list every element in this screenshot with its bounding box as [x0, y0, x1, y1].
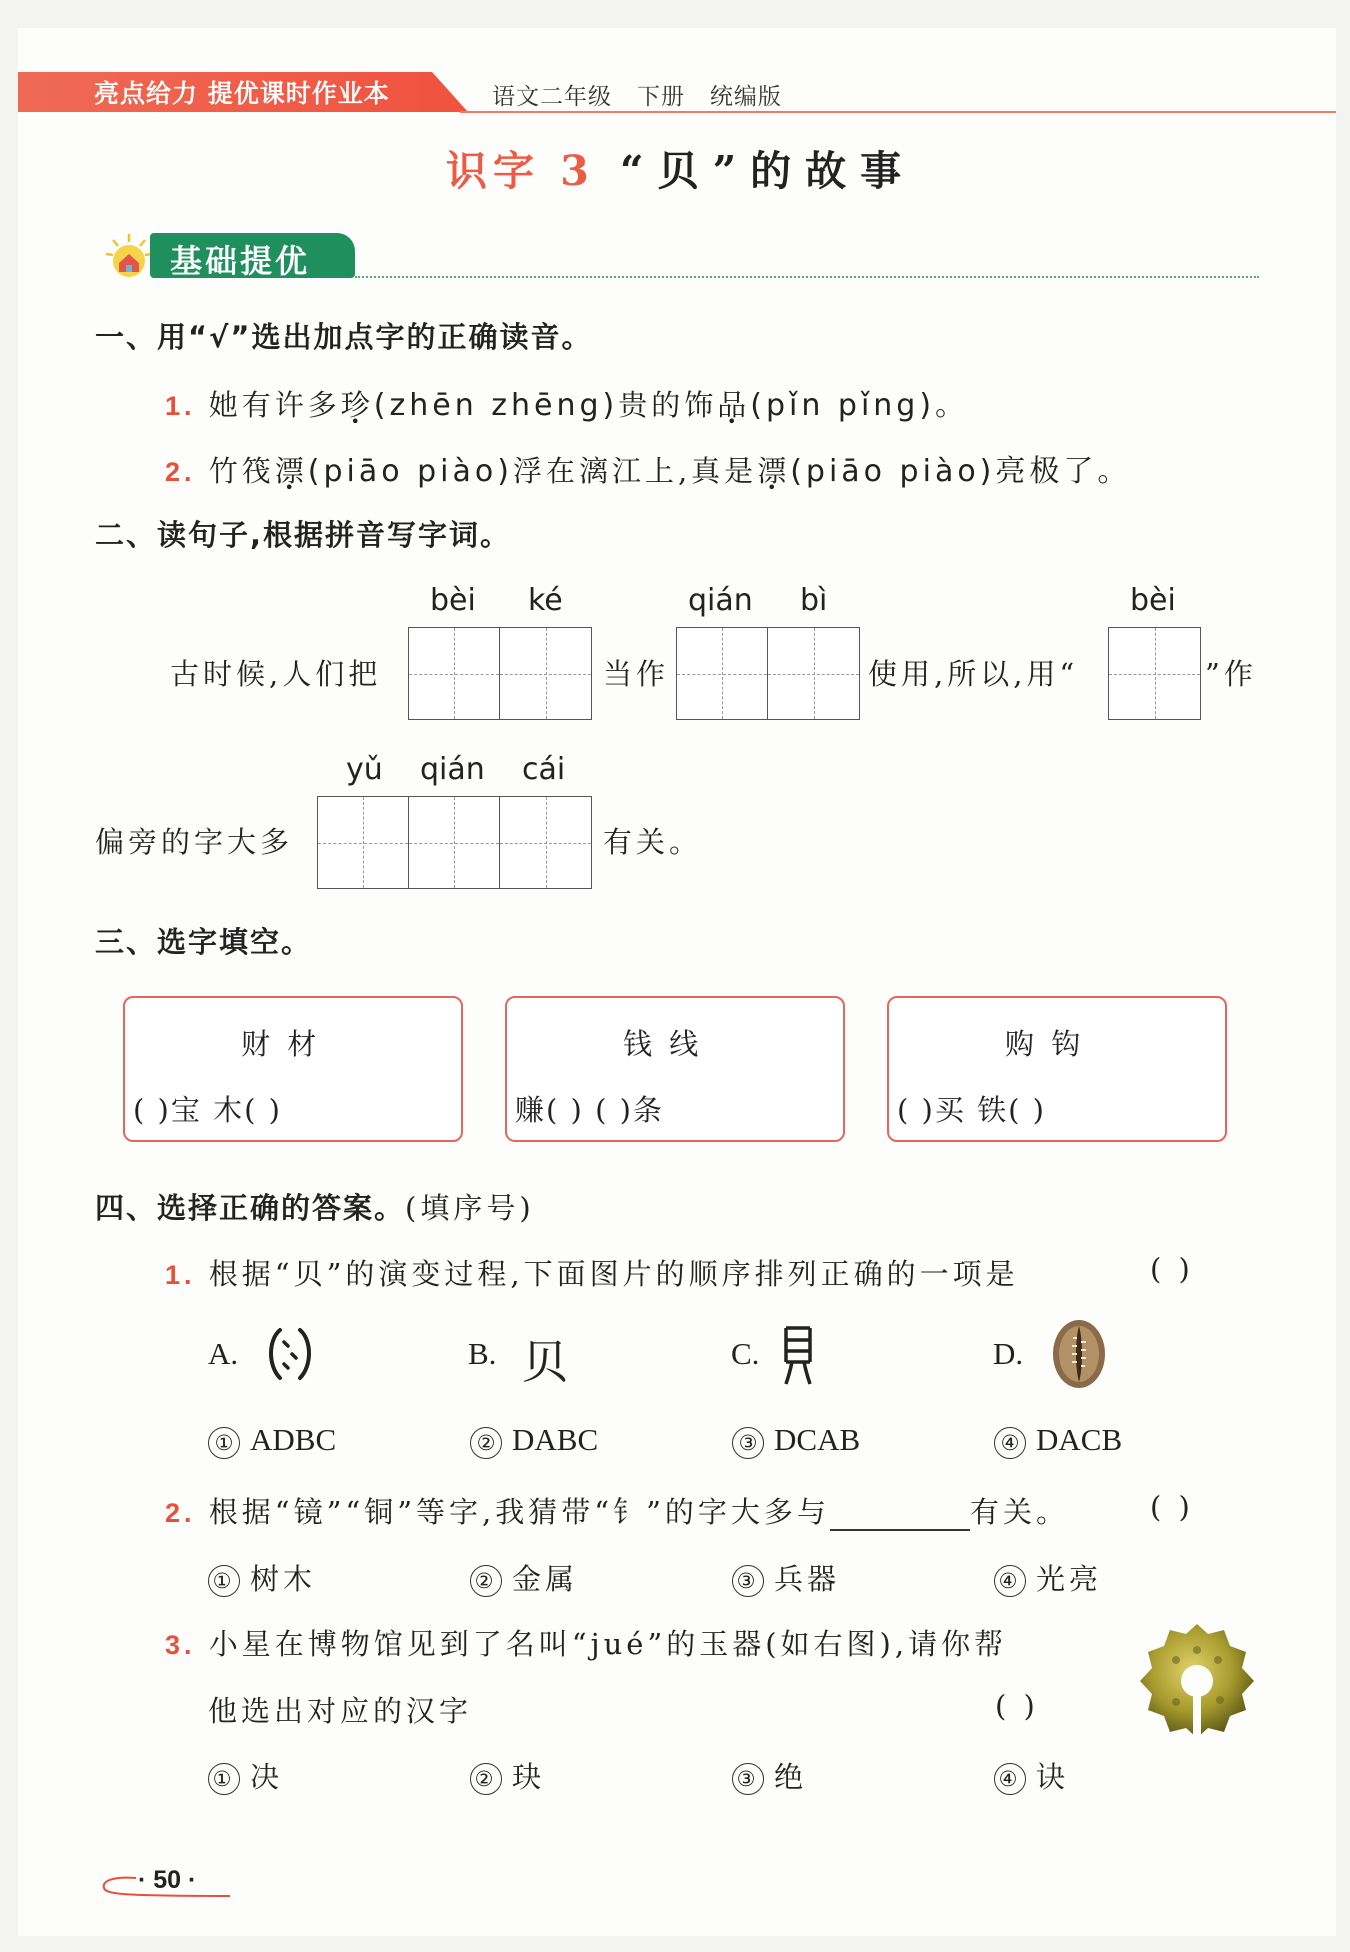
cowrie-shell-icon: [1048, 1316, 1110, 1392]
answer-paren[interactable]: ( ): [995, 1689, 1039, 1723]
q4-1-option-4[interactable]: [994, 1422, 1122, 1459]
lesson-number: 识字 3: [446, 147, 595, 195]
q4-heading: 四、选择正确的答案。: [95, 1191, 406, 1225]
option-text: 金属: [512, 1562, 579, 1596]
q1-heading: 一、用“√”选出加点字的正确读音。: [95, 320, 593, 354]
grid-yuqiancai[interactable]: [317, 796, 592, 889]
q4-heading-note: (填序号): [405, 1191, 535, 1225]
q1-item-2-pre: 竹筏: [208, 454, 275, 488]
option-number: ③: [732, 1763, 764, 1795]
q1-item-1-number: 1.: [165, 391, 196, 421]
option-text: DABC: [512, 1422, 599, 1457]
header-rule: [460, 111, 1336, 113]
q4-2-option-4[interactable]: [994, 1557, 1102, 1598]
q4-1-option-3[interactable]: [732, 1422, 860, 1459]
pinyin-choice[interactable]: (zhēn zhēng): [373, 388, 619, 423]
choice-box-2: [505, 996, 845, 1142]
pinyin-yu: yǔ: [346, 752, 383, 787]
q1-item-1-mid: 贵的饰: [618, 388, 718, 422]
pinyin-bei: bèi: [430, 583, 476, 618]
sun-house-icon: [102, 230, 156, 284]
q4-2-option-3[interactable]: [732, 1557, 840, 1598]
option-text: 决: [250, 1760, 284, 1794]
q4-1-option-2[interactable]: [470, 1422, 598, 1459]
choice-chars: 钱 线: [623, 1027, 703, 1061]
image-label-b: B.: [468, 1336, 497, 1371]
option-number: ①: [208, 1427, 240, 1459]
q4-2-text-b: 有关。: [969, 1495, 1069, 1529]
q4-1-number: 1.: [165, 1260, 196, 1290]
q2-line2-b: 有关。: [603, 825, 703, 859]
image-label-c: C.: [731, 1336, 760, 1371]
image-label-d: D.: [993, 1336, 1024, 1371]
q4-2-text-a: 根据“镜”“铜”等字,我猜带“钅”的字大多与: [208, 1495, 830, 1529]
q4-1-option-1[interactable]: [208, 1422, 336, 1459]
q1-item-2-mid: 浮在漓江上,真是: [512, 454, 758, 488]
choice-chars: 购 钩: [1005, 1027, 1085, 1061]
option-text: 树木: [250, 1562, 317, 1596]
section-divider: [355, 276, 1259, 278]
option-text: 光亮: [1036, 1562, 1103, 1596]
ancient-bei-glyph-icon: [262, 1322, 318, 1386]
q1-item-2-number: 2.: [165, 457, 196, 487]
q4-3-option-4[interactable]: [994, 1755, 1069, 1796]
image-label-a: A.: [208, 1336, 239, 1371]
dotted-char: 珍: [340, 388, 374, 422]
pinyin-bi: bì: [800, 583, 828, 618]
option-text: 诀: [1036, 1760, 1070, 1794]
q4-1-text: 根据“贝”的演变过程,下面图片的顺序排列正确的一项是: [208, 1257, 1019, 1291]
section-badge: 基础提优: [170, 242, 311, 280]
subject: 语文二年级: [492, 84, 612, 110]
q4-heading-row: [95, 1186, 535, 1227]
modern-bei-glyph: 贝: [522, 1335, 568, 1389]
seal-bei-glyph-icon: [778, 1322, 818, 1388]
option-number: ④: [994, 1763, 1026, 1795]
q4-1: [165, 1252, 1019, 1293]
option-text: 兵器: [774, 1562, 841, 1596]
choice-fill[interactable]: 赚( ) ( )条: [515, 1093, 664, 1127]
q2-line1-b: 当作: [603, 657, 670, 691]
choice-fill[interactable]: ( )买 铁( ): [897, 1093, 1046, 1127]
option-number: ①: [208, 1565, 240, 1597]
q4-3-text-b: 他选出对应的汉字: [208, 1694, 473, 1728]
option-text: ADBC: [250, 1422, 337, 1457]
pinyin-ke: ké: [528, 583, 563, 618]
option-number: ①: [208, 1763, 240, 1795]
pinyin-qian-2: qián: [420, 752, 485, 787]
grid-qianbi[interactable]: [676, 627, 860, 720]
q4-3-option-2[interactable]: [470, 1755, 545, 1796]
q3-heading: 三、选字填空。: [95, 925, 313, 959]
q2-line1-c: 使用,所以,用“: [868, 657, 1079, 691]
option-number: ②: [470, 1427, 502, 1459]
book-brand: 亮点给力 提优课时作业本: [94, 79, 390, 108]
pinyin-bei-2: bèi: [1130, 583, 1176, 618]
pinyin-choice[interactable]: (piāo piào): [307, 454, 513, 489]
dotted-char: 品: [717, 388, 751, 422]
page-number: · 50 ·: [138, 1866, 197, 1894]
option-number: ③: [732, 1565, 764, 1597]
q4-3-option-1[interactable]: [208, 1755, 283, 1796]
option-number: ②: [470, 1565, 502, 1597]
lesson-title: “贝”的故事: [620, 147, 916, 195]
q2-heading: 二、读句子,根据拼音写字词。: [95, 518, 512, 552]
choice-fill[interactable]: ( )宝 木( ): [133, 1093, 282, 1127]
q4-2: [165, 1490, 1069, 1531]
pinyin-choice[interactable]: (piāo piào)亮极了。: [790, 454, 1132, 489]
jade-jue-icon: [1136, 1620, 1258, 1742]
q2-line1-d: ”作: [1205, 657, 1257, 691]
answer-paren[interactable]: ( ): [1150, 1490, 1194, 1524]
q4-3: [165, 1622, 1007, 1663]
pinyin-qian: qián: [688, 583, 753, 618]
option-text: 玦: [512, 1760, 546, 1794]
grid-beike[interactable]: [408, 627, 592, 720]
q4-3-option-3[interactable]: [732, 1755, 807, 1796]
dotted-char: 漂: [757, 454, 791, 488]
grid-bei[interactable]: [1108, 627, 1201, 720]
q2-line1-a: 古时候,人们把: [170, 657, 382, 691]
option-text: DCAB: [774, 1422, 861, 1457]
volume: 下册: [636, 84, 685, 110]
q4-3-text-a: 小星在博物馆见到了名叫“jué”的玉器(如右图),请你帮: [208, 1627, 1008, 1661]
option-number: ②: [470, 1763, 502, 1795]
option-number: ④: [994, 1565, 1026, 1597]
option-text: DACB: [1036, 1422, 1123, 1457]
dotted-char: 漂: [274, 454, 308, 488]
answer-blank[interactable]: [830, 1499, 970, 1531]
q4-2-option-2[interactable]: [470, 1557, 578, 1598]
q1-item-1: [165, 380, 969, 424]
answer-paren[interactable]: ( ): [1150, 1252, 1194, 1286]
q4-2-number: 2.: [165, 1498, 196, 1528]
edition: 统编版: [709, 84, 782, 110]
pinyin-choice[interactable]: (pǐn pǐng)。: [750, 388, 970, 423]
q4-3-number: 3.: [165, 1630, 196, 1660]
option-text: 绝: [774, 1760, 808, 1794]
choice-box-1: [123, 996, 463, 1142]
q2-line2-a: 偏旁的字大多: [95, 825, 294, 859]
q4-2-option-1[interactable]: [208, 1557, 316, 1598]
option-number: ④: [994, 1427, 1026, 1459]
choice-box-3: [887, 996, 1227, 1142]
pinyin-cai: cái: [522, 752, 566, 787]
q1-item-2: [165, 446, 1131, 490]
q1-item-1-pre: 她有许多: [208, 388, 341, 422]
choice-chars: 财 材: [241, 1027, 321, 1061]
option-number: ③: [732, 1427, 764, 1459]
book-info: [492, 78, 782, 111]
